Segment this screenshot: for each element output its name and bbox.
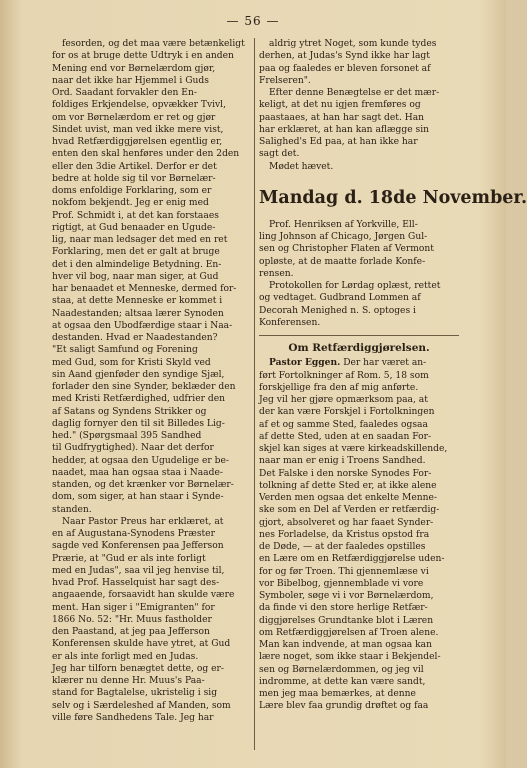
text-line: foldiges Erkjendelse, opvækker Tvivl, [52, 100, 226, 111]
speech-body [259, 370, 459, 713]
text-line: sen og Børnelærdommen, og jeg vil [259, 664, 424, 675]
text-line: keligt, at det nu igjen fremføres og [259, 100, 421, 111]
column-divider [254, 38, 255, 750]
text-line: til Gudfrygtighed). Naar det derfor [52, 443, 214, 454]
text-line: Prof. Schmidt i, at det kan forstaaes [52, 210, 219, 221]
text-line: 1866 No. 52: "Hr. Muus fastholder [52, 614, 212, 625]
text-line: enten den skal henføres under den 2den [52, 149, 240, 160]
day-heading: Mandag d. 18de November. [259, 187, 527, 208]
text-line: Man kan indvende, at man ogsaa kan [259, 640, 432, 650]
text-line: hed." (Spørgsmaal 395 Sandhed [52, 431, 202, 441]
text-line: Det Falske i den norske Synodes For- [259, 468, 432, 479]
text-line: ske som en Del af Verden er retfærdig- [259, 505, 440, 516]
text-line: om Retfærdiggjørelsen af Troen alene. [259, 627, 439, 638]
text-line: der kan være Forskjel i Fortolkningen [259, 407, 435, 418]
text-line: har benaadet et Menneske, dermed for- [52, 284, 237, 294]
session-paragraphs [259, 219, 459, 329]
text-line: Forklaring, men det er galt at bruge [52, 247, 220, 258]
text-line: lig, naar man ledsager det med en ret [52, 235, 228, 245]
text-line: da finde vi den store herlige Retfær- [259, 603, 428, 614]
text-line: for os at bruge dette Udtryk i en anden [52, 51, 234, 62]
text-line: med Kristi Retfærdighed, udfrier den [52, 394, 225, 405]
text-line: Decorah Menighed n. S. optoges i [259, 305, 416, 316]
text-line: indromme, at dette kan være sandt, [259, 676, 426, 687]
text-line: standen, og det krænker vor Børnelær- [52, 480, 234, 490]
text-line: tolkning af dette Sted er, at ikke alene [259, 480, 437, 491]
text-line: Frelseren". [259, 75, 311, 86]
text-line: har erklæret, at han kan aflægge sin [259, 124, 430, 135]
text-line: angaaende, forsaavidt han skulde være [52, 590, 235, 601]
page-number: — 56 — [226, 14, 280, 28]
text-line: ment. Han siger i "Emigranten" for [52, 602, 215, 613]
text-line: Verden men ogsaa det enkelte Menne- [259, 493, 438, 503]
text-line: af Satans og Syndens Strikker og [52, 406, 207, 417]
text-line: med Gud, som for Kristi Skyld ved [52, 357, 211, 368]
speech-first-text: Der har været an- [343, 358, 427, 369]
text-line: Salighed's Ed paa, at han ikke har [259, 137, 418, 147]
text-line: paastaaes, at han har sagt det. Han [259, 112, 425, 123]
text-line: den Paastand, at jeg paa Jefferson [52, 627, 210, 637]
section-rule [259, 335, 459, 336]
text-line: Naar Pastor Preus har erklæret, at [62, 516, 224, 527]
text-line: vor Bibelbog, gjennemblade vi vore [259, 578, 424, 589]
text-line: naar det ikke har Hjemmel i Guds [52, 75, 209, 86]
text-line: klærer nu denne Hr. Muus's Paa- [52, 676, 205, 686]
text-line: staa, at dette Menneske er kommet i [52, 296, 223, 307]
text-line: opløste, at de maatte forlade Konfe- [259, 256, 426, 267]
right-column [259, 38, 527, 713]
text-line: Efter denne Benægtelse er det mær- [269, 88, 440, 98]
text-line: Jeg vil her gjøre opmærksom paa, at [259, 395, 428, 405]
text-line: ling Johnson af Chicago, Jørgen Gul- [259, 232, 428, 242]
speaker-name: Pastor Eggen. [269, 357, 341, 369]
text-line: selv og i Særdeleshed af Manden, som [52, 700, 231, 711]
text-line: rensen. [259, 268, 294, 279]
text-line: de Døde, — at der faaledes opstilles [259, 542, 426, 552]
text-line: stand for Bagtalelse, ukristelig i sig [52, 688, 218, 699]
text-line: for og før Troen. Thi gjennemlæse vi [259, 566, 429, 577]
text-line: det i den almindelige Betydning. En- [52, 259, 222, 270]
text-line: ført Fortolkninger af Rom. 5, 18 som [259, 370, 429, 381]
text-line: ville føre Sandhedens Tale. Jeg har [52, 712, 214, 723]
text-line: om vor Børnelærdom er ret og gjør [52, 112, 216, 123]
text-line: hedder, at ogsaa den Ugudelige er be- [52, 455, 229, 466]
text-line: naadet, maa han ogsaa staa i Naade- [52, 467, 223, 478]
text-line: hvad Retfærdiggjørelsen egentlig er, [52, 137, 223, 147]
text-line: diggjørelses Grundtanke blot i Læren [259, 615, 434, 626]
text-line: Protokollen for Lørdag oplæst, rettet [269, 281, 441, 291]
text-line: dom, som siger, at han staar i Synde- [52, 492, 224, 503]
text-line: sagde ved Konferensen paa Jefferson [52, 541, 224, 552]
text-line: destanden. Hvad er Naadestanden? [52, 333, 218, 343]
text-line: lære noget, som ikke staar i Bekjendel- [259, 652, 441, 663]
text-line: forlader den sine Synder, beklæder den [52, 382, 236, 392]
text-line: daglig fornyer den til sit Billedes Lig- [52, 418, 225, 429]
text-line: med en Judas", saa vil jeg henvise til, [52, 565, 225, 576]
text-line: men jeg maa bemærkes, at denne [259, 689, 416, 699]
text-line: Mening end vor Børnelærdom gjør, [52, 63, 216, 74]
text-line: paa og faaledes er bleven forsonet af [259, 63, 431, 74]
text-line: nokfom bekjendt. Jeg er enig med [52, 198, 209, 209]
speech-first-line [259, 357, 459, 369]
text-line: Naadestanden; altsaa lærer Synoden [52, 308, 224, 319]
text-line: af et og samme Sted, faaledes ogsaa [259, 419, 428, 430]
text-line: Sindet uvist, man ved ikke mere vist, [52, 124, 224, 135]
text-line: hvad Prof. Hasselquist har sagt des- [52, 578, 220, 588]
text-line: sen og Christopher Flaten af Vermont [259, 244, 434, 255]
left-column [52, 38, 259, 724]
text-line: fesorden, og det maa være betænkeligt [62, 39, 245, 49]
text-line: skjel kan siges at være kirkeadskillende, [259, 444, 448, 454]
text-line: "Et saligt Samfund og Forening [52, 345, 198, 356]
text-line: en Lære om en Retfærdiggjørelse uden- [259, 554, 445, 565]
text-line: nes Forladelse, da Kristus opstod fra [259, 529, 430, 540]
closing-paragraphs [259, 38, 459, 173]
text-line: og vedtaget. Gudbrand Lommen af [259, 293, 421, 304]
text-line: af dette Sted, uden at en saadan For- [259, 431, 432, 442]
text-line: Ord. Saadant forvakler den En- [52, 88, 197, 98]
text-line: Prærie, at "Gud er als inte forligt [52, 553, 206, 564]
text-line: bedre at holde sig til vor Børnelær- [52, 173, 216, 184]
text-line: hver vil bog, naar man siger, at Gud [52, 271, 219, 282]
text-line: sagt det. [259, 149, 300, 160]
section-subheading: Om Retfærdiggjørelsen. [288, 342, 430, 354]
text-line: eller den 3die Artikel. Derfor er det [52, 161, 217, 172]
text-line: er als inte forligt med en Judas. [52, 651, 199, 662]
text-line: en af Augustana-Synodens Præster [52, 529, 215, 539]
text-line: Prof. Henriksen af Yorkville, Ell- [269, 219, 418, 230]
text-line: doms enfoldige Forklaring, som er [52, 186, 212, 196]
text-line: Konferensen skulde have ytret, at Gud [52, 639, 231, 650]
text-line: derhen, at Judas's Synd ikke har lagt [259, 51, 430, 62]
text-line: Jeg har tilforn benægtet dette, og er- [52, 663, 224, 674]
text-line: gjort, absolveret og har faaet Synder- [259, 517, 434, 528]
text-line: standen. [52, 504, 92, 515]
text-line: aldrig ytret Noget, som kunde tydes [269, 39, 437, 49]
text-line: Mødet hævet. [269, 161, 334, 172]
text-line: naar man er enig i Troens Sandhed. [259, 456, 426, 467]
text-line: Symboler, søge vi i vor Børnelærdom, [259, 591, 434, 601]
text-line: sin Aand gjenføder den syndige Sjæl, [52, 369, 225, 380]
text-line: Konferensen. [259, 317, 321, 328]
text-line: at ogsaa den Ubodfærdige staar i Naa- [52, 320, 233, 331]
text-line: rigtigt, at Gud benaader en Ugude- [52, 222, 216, 233]
text-line: forskjellige fra den af mig anførte. [259, 382, 419, 393]
text-line: Lære blev faa grundig drøftet og faa [259, 701, 429, 712]
